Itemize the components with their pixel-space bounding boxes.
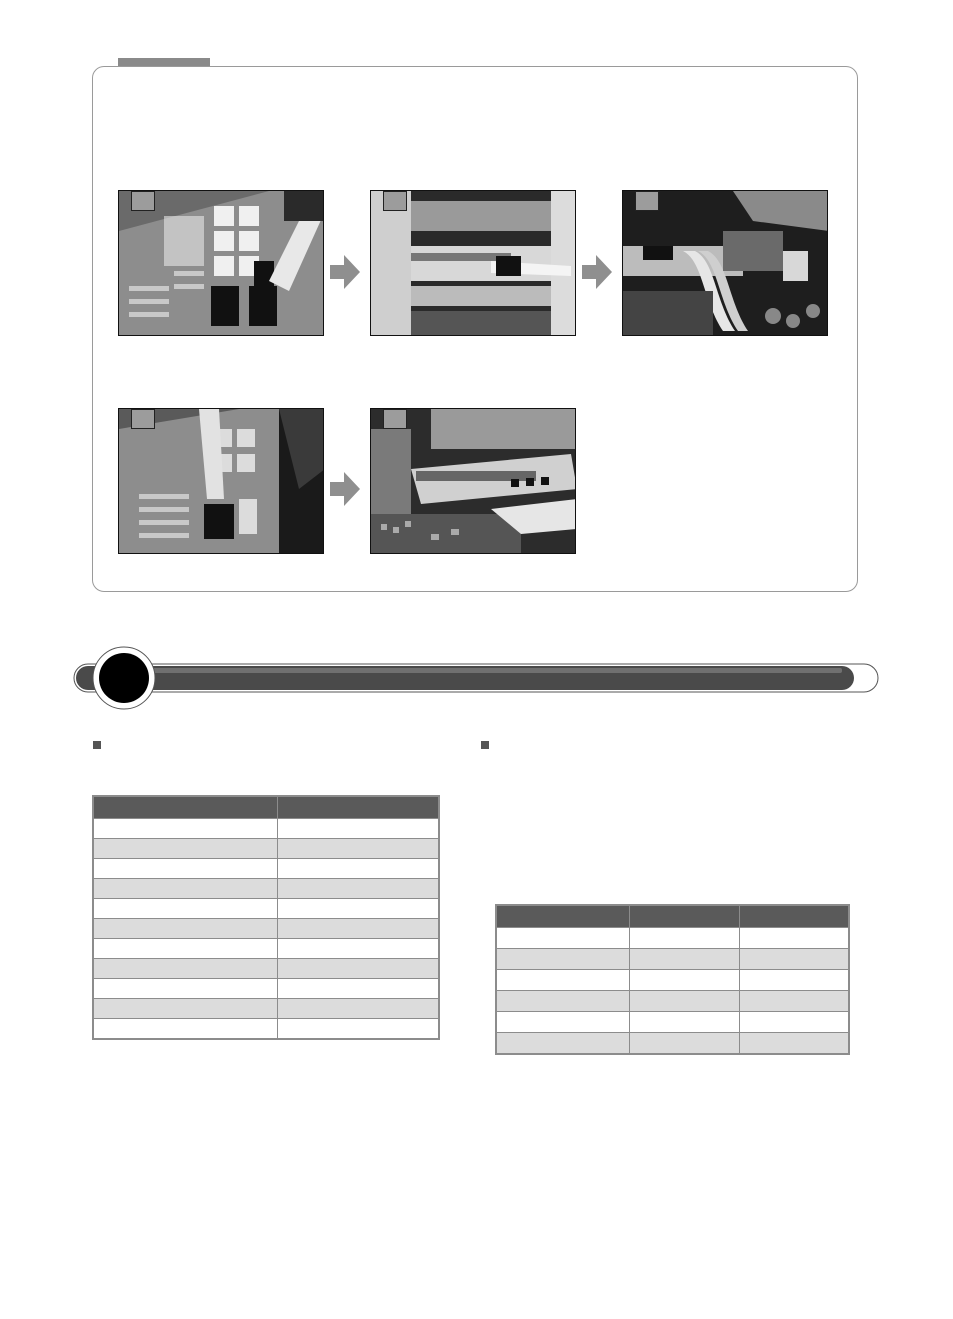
table-cell	[629, 1033, 739, 1055]
table-cell	[277, 979, 439, 999]
table-row	[93, 899, 439, 919]
hard-drive-cable-photo	[371, 409, 576, 554]
motherboard-cable-photo	[623, 191, 828, 336]
step-4-photo	[118, 408, 324, 554]
table-cell	[739, 970, 849, 991]
table-cell	[277, 1019, 439, 1040]
table-header-cell	[496, 905, 629, 928]
table-cell	[93, 1019, 277, 1040]
table-row	[93, 1019, 439, 1040]
table-cell	[277, 899, 439, 919]
table-cell	[629, 928, 739, 949]
table-cell	[277, 819, 439, 839]
step-5-marker	[383, 409, 407, 429]
table-header-cell	[629, 905, 739, 928]
table-cell	[277, 959, 439, 979]
table-header-row	[93, 796, 439, 819]
psu-pcie-connector-photo	[119, 409, 324, 554]
table-header-cell	[277, 796, 439, 819]
table-row	[93, 919, 439, 939]
table-row	[93, 999, 439, 1019]
step-3-photo	[622, 190, 828, 336]
table-cell	[93, 999, 277, 1019]
table-row	[496, 1033, 849, 1055]
table-cell	[93, 979, 277, 999]
table-header-cell	[739, 905, 849, 928]
table-header-cell	[93, 796, 277, 819]
table-cell	[629, 991, 739, 1012]
table-cell	[93, 819, 277, 839]
drive-bay-cable-photo	[371, 191, 576, 336]
table-cell	[629, 949, 739, 970]
table-row	[93, 959, 439, 979]
table-cell	[739, 928, 849, 949]
table-cell	[93, 899, 277, 919]
table-row	[93, 839, 439, 859]
table-cell	[496, 1033, 629, 1055]
step-2-photo	[370, 190, 576, 336]
table-cell	[496, 928, 629, 949]
table-row	[496, 949, 849, 970]
arrow-right-icon	[330, 255, 360, 289]
step-4-marker	[131, 409, 155, 429]
step-3-marker	[635, 191, 659, 211]
left-spec-table	[92, 795, 440, 1040]
table-row	[93, 859, 439, 879]
table-cell	[739, 991, 849, 1012]
table-cell	[93, 859, 277, 879]
section-bullet-left	[93, 741, 101, 749]
table-cell	[739, 1033, 849, 1055]
section-header-bar	[72, 646, 880, 710]
table-cell	[496, 991, 629, 1012]
psu-modular-connector-photo	[119, 191, 324, 336]
table-cell	[739, 1012, 849, 1033]
table-cell	[277, 999, 439, 1019]
table-cell	[496, 970, 629, 991]
arrow-right-icon	[330, 472, 360, 506]
arrow-right-icon	[582, 255, 612, 289]
table-row	[93, 819, 439, 839]
table-row	[93, 939, 439, 959]
table-row	[496, 991, 849, 1012]
table-cell	[277, 839, 439, 859]
table-row	[93, 879, 439, 899]
step-2-marker	[383, 191, 407, 211]
table-cell	[629, 970, 739, 991]
step-5-photo	[370, 408, 576, 554]
table-row	[496, 970, 849, 991]
table-cell	[739, 949, 849, 970]
table-cell	[93, 839, 277, 859]
right-spec-table	[495, 904, 850, 1055]
table-cell	[93, 879, 277, 899]
step-1-photo	[118, 190, 324, 336]
table-cell	[277, 859, 439, 879]
table-cell	[93, 939, 277, 959]
table-cell	[496, 1012, 629, 1033]
table-cell	[93, 919, 277, 939]
table-cell	[629, 1012, 739, 1033]
table-cell	[277, 939, 439, 959]
step-1-marker	[131, 191, 155, 211]
table-header-row	[496, 905, 849, 928]
table-cell	[277, 879, 439, 899]
table-cell	[93, 959, 277, 979]
table-cell	[496, 949, 629, 970]
section-bullet-right	[481, 741, 489, 749]
table-row	[93, 979, 439, 999]
table-row	[496, 1012, 849, 1033]
table-cell	[277, 919, 439, 939]
table-row	[496, 928, 849, 949]
